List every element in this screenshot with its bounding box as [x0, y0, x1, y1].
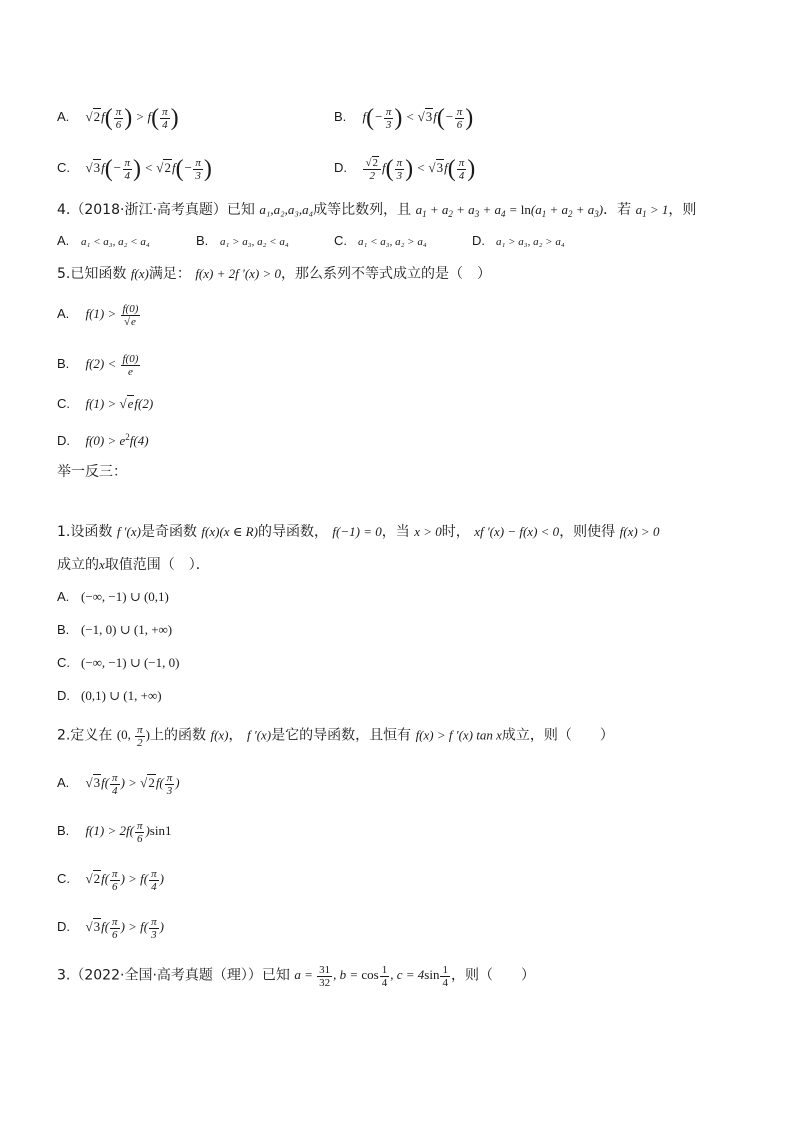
q3-option-c[interactable]: [57, 157, 212, 182]
question-source: （2022·全国·高考真题（理））: [70, 967, 262, 984]
p1-option-d-expr: (0,1) ∪ (1, +∞): [81, 688, 162, 703]
q4-sequence: a₁,a₂,a₃,a₄: [259, 202, 314, 217]
q4-text3: ．若: [603, 202, 632, 218]
q5-option-c[interactable]: [57, 394, 153, 414]
p1-x: x: [99, 557, 105, 572]
p1-stem: [57, 522, 659, 542]
q5-option-a[interactable]: [57, 303, 141, 328]
q4-text1: 已知: [226, 202, 255, 218]
p1-text1: 设函数: [70, 524, 113, 540]
p2-option-a[interactable]: [57, 772, 180, 797]
option-label: D.: [57, 688, 70, 703]
p2-condition: f(x) > f ′(x) tan x: [415, 727, 502, 743]
p2-text5: 成立，则（ ）: [501, 727, 614, 744]
section-title: [57, 462, 127, 482]
p1-option-b-expr: (−1, 0) ∪ (1, +∞): [81, 622, 173, 637]
option-label: A.: [57, 589, 70, 604]
p3-text1: 已知: [261, 967, 290, 984]
p2-option-c-expr: √2f( $\frac{\pi}{6}$ ) > f( $\frac{\pi}{4}$ ): [85, 868, 164, 893]
p2-option-d-expr: √3f( $\frac{\pi}{6}$ ) > f( $\frac{\pi}{3}$ ): [85, 916, 164, 941]
q3-option-b[interactable]: [334, 106, 473, 131]
p1-option-b[interactable]: [57, 620, 172, 640]
p2-option-c[interactable]: [57, 868, 164, 893]
question-number: 3.: [57, 967, 71, 984]
q5-text2: 满足：: [148, 266, 191, 282]
p2-option-a-expr: √3f( $\frac{\pi}{4}$ ) > √2f( $\frac{\pi}{3}$ ): [85, 772, 180, 797]
q3-option-c-expr: √3f(− $\frac{\pi}{4}$ ) < √2f(− $\frac{\pi}{3}$ ): [85, 156, 212, 183]
p2-function: f(x): [210, 727, 229, 743]
p1-text6: ，则使得: [559, 524, 616, 540]
question-source: （2018·浙江·高考真题）: [70, 202, 227, 218]
p1-option-c-expr: (−∞, −1) ∪ (−1, 0): [81, 655, 180, 670]
p1-option-a-expr: (−∞, −1) ∪ (0,1): [81, 589, 169, 604]
option-label: B.: [196, 233, 209, 248]
q4-option-b[interactable]: [196, 231, 289, 252]
question-number: 5.: [57, 266, 71, 282]
p1-cond1: f(−1) = 0: [332, 524, 382, 539]
q4-equation: $a_1 + a_2 + a_3 + a_4 = \ln(a_1 + a_2 + a_3)$: [415, 202, 604, 219]
q4-text2: 成等比数列，且: [313, 202, 412, 218]
q5-condition: f(x) + 2f ′(x) > 0: [195, 266, 282, 281]
question-number: 4.: [57, 202, 71, 218]
option-label: A.: [57, 775, 70, 791]
option-label: B.: [57, 622, 70, 637]
q4-option-c-expr: a₁ < a₃, a₂ > a₄: [358, 236, 427, 248]
q3-option-a-expr: √2f( $\frac{\pi}{6}$ ) > f( $\frac{\pi}{4}$ ): [85, 105, 179, 132]
q5-text3: ，那么系列不等式成立的是（ ）: [281, 266, 492, 282]
q3-option-b-expr: f(− $\frac{\pi}{3}$ ) < √3f(− $\frac{\pi}{6}$ ): [362, 105, 474, 132]
option-label: D.: [57, 433, 70, 448]
option-label: D.: [472, 233, 485, 248]
p2-text3: ，: [228, 727, 243, 744]
q5-option-b[interactable]: [57, 353, 141, 378]
p2-text1: 定义在: [70, 727, 113, 744]
p2-text2: 上的函数: [150, 727, 207, 744]
question-number: 1.: [57, 524, 71, 540]
q3-option-a[interactable]: [57, 106, 179, 131]
p2-derivative: f ′(x): [246, 727, 272, 743]
p1-option-d[interactable]: [57, 686, 162, 706]
p1-text4: ，当: [381, 524, 410, 540]
q4-option-c[interactable]: [334, 231, 427, 252]
q4-condition: $a_1 > 1$: [635, 202, 669, 219]
p3-definitions: a = $\frac{31}{32}$ , b = cos $\frac{1}{4}$ , c = 4sin $\frac{1}{4}$: [294, 964, 448, 989]
option-label: D.: [57, 919, 70, 935]
p1-cond2: x > 0: [414, 524, 442, 539]
q5-option-a-expr: f(1) > $\frac{f(0)}{√e}$: [85, 303, 139, 328]
q4-option-a-expr: a₁ < a₃, a₂ < a₄: [81, 236, 150, 248]
option-label: C.: [57, 655, 70, 670]
p2-option-d[interactable]: [57, 916, 164, 941]
p1-line2a: 成立的: [57, 557, 99, 573]
p3-text2: ，则（ ）: [450, 967, 535, 984]
q5-function: f(x): [130, 266, 149, 281]
p3-stem: [57, 964, 535, 989]
p1-derivative: f ′(x): [116, 524, 141, 539]
p1-line2b: 取值范围（ ）．: [104, 557, 210, 573]
p2-option-b-expr: f(1) > 2f( $\frac{\pi}{6}$ )sin1: [85, 820, 172, 845]
p1-stem-line2: [57, 555, 210, 575]
q3-option-d[interactable]: [334, 157, 475, 182]
p1-cond4: f(x) > 0: [619, 524, 660, 539]
q4-stem: [57, 200, 696, 224]
p2-interval: (0, $\frac{\pi}{2}$ ): [116, 724, 151, 749]
option-label: A.: [57, 306, 70, 322]
option-label: B.: [57, 823, 70, 839]
p1-text5: 时，: [441, 524, 470, 540]
q3-option-d-expr: $\frac{√2}{2}$ f( $\frac{\pi}{3}$ ) < √3f( $\frac{\pi}{4}$ ): [365, 156, 476, 183]
p1-text3: 的导函数，: [257, 524, 328, 540]
option-label: B.: [57, 356, 70, 372]
q4-text4: ，则: [668, 202, 697, 218]
p2-text4: 是它的导函数，且恒有: [271, 727, 412, 744]
option-label: C.: [334, 233, 347, 248]
q4-option-d[interactable]: [472, 231, 565, 252]
p1-option-c[interactable]: [57, 653, 179, 673]
option-label: C.: [57, 160, 70, 176]
p1-cond3: xf ′(x) − f(x) < 0: [474, 524, 560, 539]
option-label: B.: [334, 109, 347, 125]
p2-stem: [57, 724, 614, 749]
option-label: A.: [57, 109, 70, 125]
question-number: 2.: [57, 727, 71, 744]
q4-option-b-expr: a₁ > a₃, a₂ < a₄: [220, 236, 289, 248]
q5-option-d-expr: $f(0) > e^2f(4)$: [85, 432, 149, 448]
option-label: A.: [57, 233, 70, 248]
option-label: C.: [57, 396, 70, 411]
q5-option-b-expr: f(2) < $\frac{f(0)}{e}$: [85, 353, 139, 378]
p2-option-b[interactable]: [57, 820, 171, 845]
p1-option-a[interactable]: [57, 587, 169, 607]
option-label: C.: [57, 871, 70, 887]
q5-text1: 已知函数: [70, 266, 127, 282]
q5-option-c-expr: f(1) > √ef(2): [85, 396, 154, 411]
q5-option-d[interactable]: [57, 427, 149, 451]
p1-text2: 是奇函数: [140, 524, 197, 540]
section-title-text: 举一反三：: [57, 464, 127, 480]
q4-option-a[interactable]: [57, 231, 150, 252]
q4-option-d-expr: a₁ > a₃, a₂ > a₄: [496, 236, 565, 248]
option-label: D.: [334, 160, 347, 176]
p1-function: f(x)(x ∈ R): [201, 524, 258, 539]
q5-stem: [57, 264, 491, 284]
